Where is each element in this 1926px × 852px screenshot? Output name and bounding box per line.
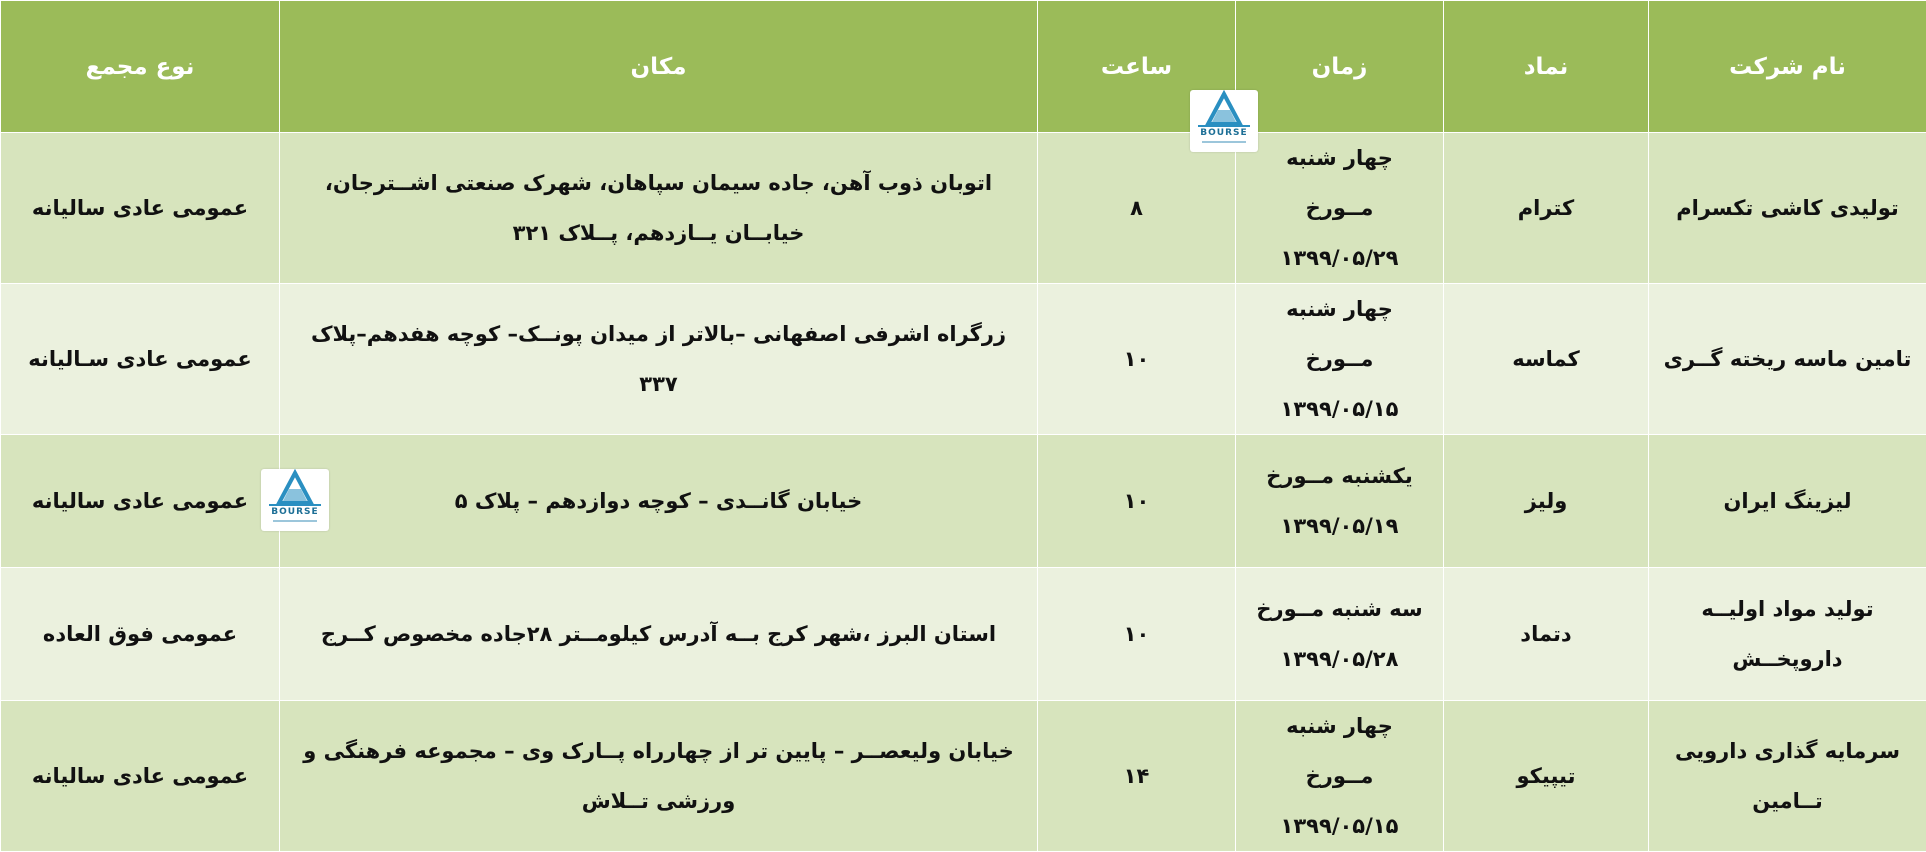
date-text: ۱۳۹۹/۰۵/۲۸ bbox=[1250, 634, 1429, 684]
meeting-type-cell: عمومی عادی سالیانه bbox=[1, 701, 280, 852]
date-cell bbox=[1236, 133, 1444, 284]
symbol-cell: کماسه bbox=[1444, 284, 1649, 435]
header-row bbox=[1, 1, 1926, 133]
table-row bbox=[1, 701, 1926, 852]
header-meeting-type: نوع مجمع bbox=[1, 1, 280, 133]
company-cell: سرمایه گذاری دارویی تــامین bbox=[1649, 701, 1926, 852]
bourse-logo-icon bbox=[1190, 90, 1258, 152]
weekday-text: چهار شنبه مــورخ bbox=[1250, 284, 1429, 384]
watermark-word: BOURSE bbox=[261, 507, 329, 517]
time-cell: ۱۰ bbox=[1038, 284, 1236, 435]
symbol-cell: دتماد bbox=[1444, 568, 1649, 701]
symbol-cell: تیپیکو bbox=[1444, 701, 1649, 852]
table-row bbox=[1, 568, 1926, 701]
header-time: ساعت bbox=[1038, 1, 1236, 133]
company-cell: لیزینگ ایران bbox=[1649, 435, 1926, 568]
meeting-type-cell: عمومی عادی سـالیانه bbox=[1, 284, 280, 435]
bourse-logo-icon bbox=[261, 469, 329, 531]
time-cell: ۱۴ bbox=[1038, 701, 1236, 852]
table-row bbox=[1, 133, 1926, 284]
meeting-type-cell: عمومی فوق العاده bbox=[1, 568, 280, 701]
date-cell bbox=[1236, 284, 1444, 435]
date-text: ۱۳۹۹/۰۵/۱۹ bbox=[1250, 501, 1429, 551]
watermark-word: BOURSE bbox=[1190, 128, 1258, 138]
weekday-text: سه شنبه مــورخ bbox=[1250, 584, 1429, 634]
date-cell bbox=[1236, 435, 1444, 568]
date-cell bbox=[1236, 568, 1444, 701]
place-cell: خیابان گانــدی – کوچه دوازدهم – پلاک ۵ bbox=[280, 435, 1038, 568]
header-date: زمان bbox=[1236, 1, 1444, 133]
place-cell: اتوبان ذوب آهن، جاده سیمان سپاهان، شهرک صنعتی اشــترجان، خیابــان یــازدهم، پــلاک ۳۲۱ bbox=[280, 133, 1038, 284]
table-row bbox=[1, 284, 1926, 435]
place-cell: خیابان ولیعصــر – پایین تر از چهارراه پــارک وی – مجموعه فرهنگی و ورزشی تــلاش bbox=[280, 701, 1038, 852]
date-text: ۱۳۹۹/۰۵/۱۵ bbox=[1250, 384, 1429, 434]
time-cell: ۸ bbox=[1038, 133, 1236, 284]
company-cell: تولید مواد اولیــه داروپخــش bbox=[1649, 568, 1926, 701]
time-cell: ۱۰ bbox=[1038, 568, 1236, 701]
header-place: مکان bbox=[280, 1, 1038, 133]
weekday-text: چهار شنبه مــورخ bbox=[1250, 133, 1429, 233]
company-cell: تامین ماسه ریخته گــری bbox=[1649, 284, 1926, 435]
bourse-logo-watermark bbox=[261, 469, 329, 531]
weekday-text: یکشنبه مــورخ bbox=[1250, 451, 1429, 501]
place-cell: زرگراه اشرفی اصفهانی –بالاتر از میدان پونــک– کوچه هفدهم–پلاک ۳۳۷ bbox=[280, 284, 1038, 435]
bourse-logo-watermark bbox=[1190, 90, 1258, 152]
symbol-cell: ولیز bbox=[1444, 435, 1649, 568]
meeting-type-cell: عمومی عادی سالیانه bbox=[1, 435, 280, 568]
company-cell: تولیدی کاشی تکسرام bbox=[1649, 133, 1926, 284]
header-company: نام شرکت bbox=[1649, 1, 1926, 133]
place-cell: استان البرز ،شهر کرج بــه آدرس کیلومــتر ۲۸جاده مخصوص کــرج bbox=[280, 568, 1038, 701]
header-symbol: نماد bbox=[1444, 1, 1649, 133]
date-cell bbox=[1236, 701, 1444, 852]
meeting-type-cell: عمومی عادی سالیانه bbox=[1, 133, 280, 284]
date-text: ۱۳۹۹/۰۵/۲۹ bbox=[1250, 233, 1429, 283]
table-header bbox=[1, 1, 1926, 133]
symbol-cell: کترام bbox=[1444, 133, 1649, 284]
time-cell: ۱۰ bbox=[1038, 435, 1236, 568]
weekday-text: چهار شنبه مــورخ bbox=[1250, 701, 1429, 801]
date-text: ۱۳۹۹/۰۵/۱۵ bbox=[1250, 801, 1429, 851]
